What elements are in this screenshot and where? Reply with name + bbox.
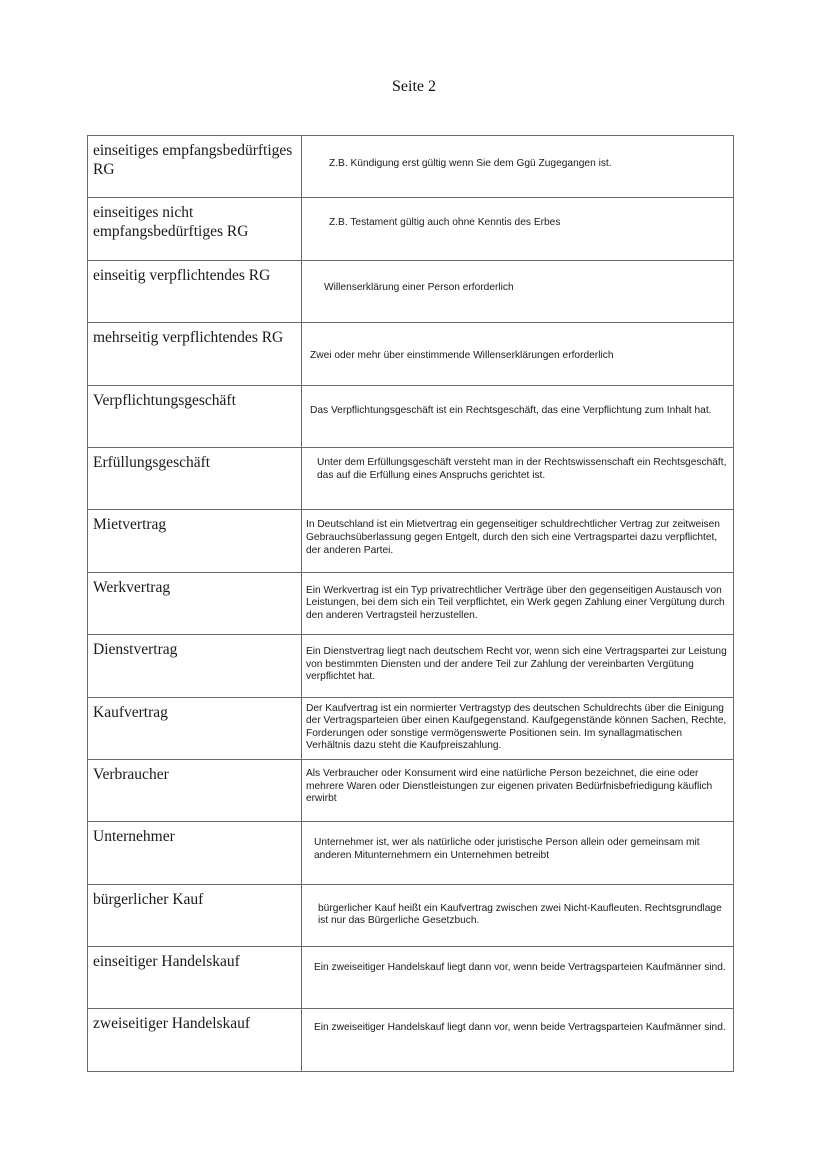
glossary-row bbox=[88, 260, 734, 322]
definition-text: Unternehmer ist, wer als natürliche oder juristische Person allein oder gemeinsam mit anderen Mitunternehmern ein Unternehmen betreibt bbox=[314, 837, 700, 861]
term-label: einseitig verpflichtendes RG bbox=[93, 266, 271, 284]
term-cell bbox=[88, 1009, 302, 1071]
term-label: einseitiger Handelskauf bbox=[93, 953, 240, 971]
definition-cell bbox=[302, 697, 734, 759]
term-label: Mietvertrag bbox=[93, 516, 167, 534]
glossary-row bbox=[88, 447, 734, 509]
glossary-row bbox=[88, 947, 734, 1009]
definition-cell bbox=[302, 947, 734, 1009]
term-label: bürgerlicher Kauf bbox=[93, 890, 204, 908]
definition-cell bbox=[302, 759, 734, 821]
definition-cell bbox=[302, 198, 734, 260]
definition-text: Z.B. Kündigung erst gültig wenn Sie dem Ggü Zugegangen ist. bbox=[329, 158, 612, 169]
definition-text: Z.B. Testament gültig auch ohne Kenntis des Erbes bbox=[329, 217, 561, 229]
definition-text: Ein zweiseitiger Handelskauf liegt dann vor, wenn beide Vertragsparteien Kaufmänner sind. bbox=[314, 962, 726, 974]
term-cell bbox=[88, 510, 302, 572]
term-cell bbox=[88, 822, 302, 884]
term-label: Werkvertrag bbox=[93, 578, 171, 596]
term-label: Verpflichtungsgeschäft bbox=[93, 391, 236, 409]
term-cell bbox=[88, 697, 302, 759]
glossary-row bbox=[88, 822, 734, 884]
definition-cell bbox=[302, 136, 734, 198]
glossary-row bbox=[88, 884, 734, 946]
term-label: Kaufvertrag bbox=[93, 703, 168, 721]
definition-cell bbox=[302, 260, 734, 322]
glossary-row bbox=[88, 510, 734, 572]
glossary-row bbox=[88, 385, 734, 447]
definition-cell bbox=[302, 635, 734, 697]
definition-cell bbox=[302, 1009, 734, 1071]
glossary-row bbox=[88, 136, 734, 198]
term-label: Dienstvertrag bbox=[93, 641, 178, 659]
definition-text: Ein zweiseitiger Handelskauf liegt dann vor, wenn beide Vertragsparteien Kaufmänner sind. bbox=[314, 1022, 726, 1034]
glossary-row bbox=[88, 635, 734, 697]
definition-cell bbox=[302, 385, 734, 447]
term-cell bbox=[88, 385, 302, 447]
term-cell bbox=[88, 635, 302, 697]
term-cell bbox=[88, 884, 302, 946]
term-cell bbox=[88, 759, 302, 821]
glossary-row bbox=[88, 1009, 734, 1071]
glossary-row bbox=[88, 697, 734, 759]
definition-text: Ein Dienstvertrag liegt nach deutschem Recht vor, wenn sich eine Vertragspartei zur Leistung von bestimmten Diensten und der andere Teil zur Zahlung der vereinbarten Vergütung verpflichtet hat. bbox=[306, 646, 727, 683]
glossary-row bbox=[88, 323, 734, 385]
term-cell bbox=[88, 136, 302, 198]
definition-cell bbox=[302, 323, 734, 385]
definition-text: Als Verbraucher oder Konsument wird eine natürliche Person bezeichnet, die eine oder mehrere Waren oder Dienstleistungen zur eigenen privaten Bedürfnisbefriedigung käuflich erwirbt bbox=[306, 767, 713, 805]
term-label: Verbraucher bbox=[93, 765, 169, 783]
definition-text: bürgerlicher Kauf heißt ein Kaufvertrag zwischen zwei Nicht-Kaufleuten. Rechtsgrundlage ist nur das Bürgerliche Gesetzbuch. bbox=[318, 902, 722, 927]
term-label: zweiseitiger Handelskauf bbox=[93, 1015, 251, 1033]
glossary-table bbox=[87, 135, 734, 1072]
term-label: Unternehmer bbox=[93, 828, 175, 846]
definition-cell bbox=[302, 447, 734, 509]
term-cell bbox=[88, 572, 302, 634]
definition-cell bbox=[302, 510, 734, 572]
definition-text: Der Kaufvertrag ist ein normierter Vertragstyp des deutschen Schuldrechts über die Einigung der Vertragsparteien über einen Kaufgegenstand. Kaufgegenstände können Sachen, Rechte, Forderungen oder sonstige vermögenswerte Positionen sein. Im synallagmatischen Verhältnis dazu steht die Kaufpreiszahlung. bbox=[306, 702, 727, 752]
glossary-row bbox=[88, 572, 734, 634]
term-cell bbox=[88, 323, 302, 385]
definition-text: In Deutschland ist ein Mietvertrag ein gegenseitiger schuldrechtlicher Vertrag zur zeitweisen Gebrauchsüberlassung gegen Entgelt, durch den sich eine Vertragspartei dazu verpflichtet, der anderen Partei. bbox=[306, 519, 720, 556]
term-cell bbox=[88, 947, 302, 1009]
definition-text: Zwei oder mehr über einstimmende Willenserklärungen erforderlich bbox=[310, 350, 614, 362]
definition-text: Ein Werkvertrag ist ein Typ privatrechtlicher Verträge über den gegenseitigen Austausch von Leistungen, bei dem sich ein Teil verpflichtet, ein Werk gegen Zahlung einer Vergütung durch den anderen Vertragsteil herzustellen. bbox=[306, 584, 725, 621]
term-cell bbox=[88, 447, 302, 509]
term-label: einseitiges nicht empfangsbedürftiges RG bbox=[93, 204, 249, 241]
page-number: Seite 2 bbox=[392, 78, 436, 95]
glossary-row bbox=[88, 198, 734, 260]
definition-text: Willenserklärung einer Person erforderlich bbox=[324, 281, 514, 293]
term-cell bbox=[88, 198, 302, 260]
term-cell bbox=[88, 260, 302, 322]
definition-cell bbox=[302, 884, 734, 946]
definition-text: Unter dem Erfüllungsgeschäft versteht man in der Rechtswissenschaft ein Rechtsgeschäft, das auf die Erfüllung eines Anspruchs gerichtet ist. bbox=[317, 456, 727, 481]
term-label: mehrseitig verpflichtendes RG bbox=[93, 329, 284, 347]
term-label: einseitiges empfangsbedürftiges RG bbox=[93, 142, 293, 178]
definition-cell bbox=[302, 822, 734, 884]
term-label: Erfüllungsgeschäft bbox=[93, 453, 211, 471]
definition-cell bbox=[302, 572, 734, 634]
definition-text: Das Verpflichtungsgeschäft ist ein Rechtsgeschäft, das eine Verpflichtung zum Inhalt hat. bbox=[310, 404, 712, 416]
glossary-body bbox=[88, 136, 734, 1072]
glossary-row bbox=[88, 759, 734, 821]
